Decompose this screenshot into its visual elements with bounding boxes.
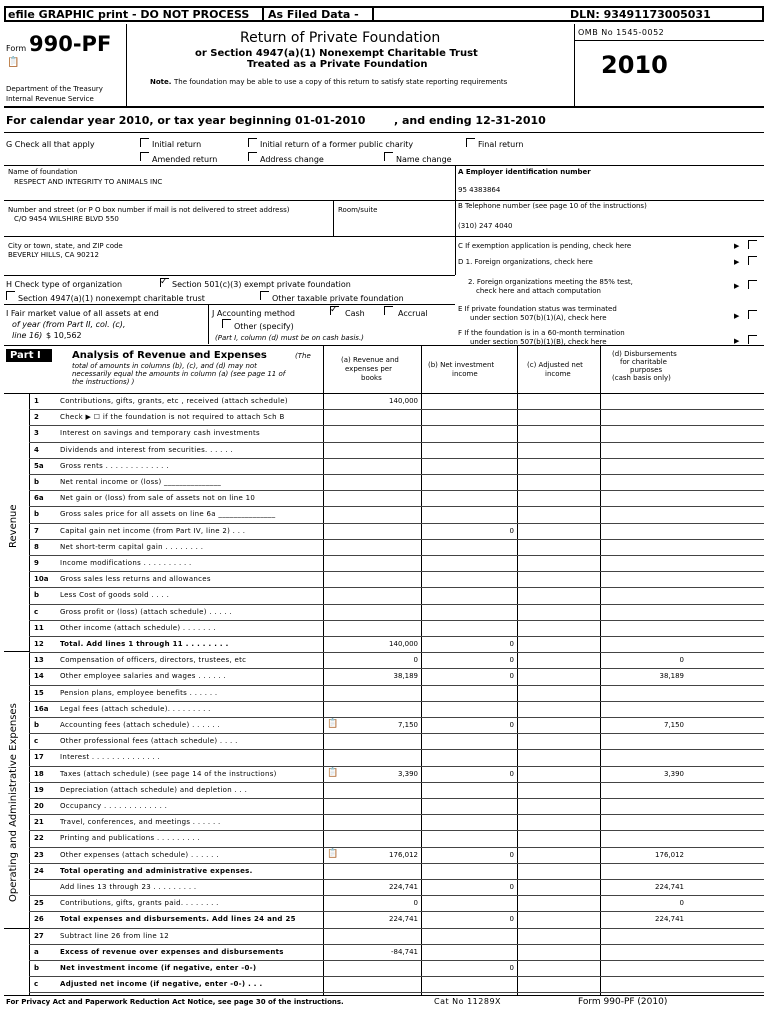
d1-label: D 1. Foreign organizations, check here: [458, 258, 593, 266]
row-rule: [29, 490, 764, 491]
f-arrow: ▶: [734, 337, 740, 345]
f-label-2: under section 507(b)(1)(B), check here: [470, 338, 607, 346]
cell-col-a[interactable]: -84,741: [390, 947, 418, 956]
col-d-header-1: (d) Disbursements: [612, 350, 677, 358]
cell-col-b[interactable]: 0: [509, 672, 514, 681]
i-fmv-value: $ 10,562: [46, 331, 82, 340]
e-arrow: ▶: [734, 312, 740, 320]
cell-col-d[interactable]: 224,741: [655, 915, 684, 924]
row-label: Less Cost of goods sold . . . .: [60, 591, 170, 600]
name-change-label: Name change: [396, 155, 452, 164]
row-number: 18: [34, 769, 44, 778]
tax-year: 2010: [601, 51, 668, 79]
row-rule: [29, 992, 764, 993]
row-label: Check ▶ ☐ if the foundation is not required to attach Sch B: [60, 413, 285, 422]
part1-title: Analysis of Revenue and Expenses: [72, 350, 267, 361]
nonexempt-label: Section 4947(a)(1) nonexempt charitable trust: [18, 294, 205, 303]
cell-col-b[interactable]: 0: [509, 850, 514, 859]
name-change-checkbox[interactable]: [384, 152, 393, 161]
row-number: 11: [34, 623, 44, 632]
form-prefix: Form: [6, 44, 27, 53]
side-label-revenue: Revenue: [8, 504, 19, 548]
amended-return-checkbox[interactable]: [140, 152, 149, 161]
d2-label-2: check here and attach computation: [476, 287, 601, 295]
cell-col-b[interactable]: 0: [509, 640, 514, 648]
c-arrow: ▶: [734, 242, 740, 250]
row-number: 17: [34, 753, 44, 762]
row-number: b: [34, 964, 40, 972]
attachment-icon[interactable]: 📋: [327, 848, 339, 859]
other-specify-checkbox[interactable]: [222, 319, 231, 328]
d2-checkbox[interactable]: [748, 280, 757, 289]
i-label-1: I Fair market value of all assets at end: [6, 309, 159, 318]
row-number: 12: [34, 640, 44, 648]
row-rule: [29, 749, 764, 750]
row-rule: [29, 409, 764, 410]
ein-value: 95 4383864: [458, 186, 501, 194]
cell-col-b[interactable]: 0: [509, 656, 514, 665]
row-number: c: [34, 607, 39, 616]
cash-check-mark: ✓: [330, 305, 338, 315]
row-number: 6a: [34, 494, 44, 503]
banner-middle: As Filed Data -: [268, 8, 359, 21]
row-number: 5a: [34, 461, 44, 470]
row-number: 22: [34, 834, 44, 843]
e-label-1: E If private foundation status was terminated: [458, 305, 617, 313]
part1-desc-1: total of amounts in columns (b), (c), and (d) may not: [72, 362, 257, 370]
row-number: 23: [34, 850, 44, 859]
row-label: Printing and publications . . . . . . . . .: [60, 834, 200, 843]
row-rule: [29, 830, 764, 831]
row-label: Total expenses and disbursements. Add lines 24 and 25: [60, 915, 296, 924]
row-number: 1: [34, 397, 39, 405]
row-rule: [29, 976, 764, 977]
address-change-checkbox[interactable]: [248, 152, 257, 161]
row-label: Subtract line 26 from line 12: [60, 931, 170, 940]
row-label: Adjusted net income (if negative, enter -0-) . . .: [60, 980, 263, 989]
row-number: a: [34, 947, 39, 956]
row-rule: [29, 782, 764, 783]
row-rule: [29, 766, 764, 767]
cell-col-d[interactable]: 7,150: [663, 721, 684, 729]
d1-arrow: ▶: [734, 258, 740, 266]
row-rule: [29, 668, 764, 669]
row-label: Pension plans, employee benefits . . . . . .: [60, 688, 218, 697]
row-number: 3: [34, 429, 39, 438]
row-number: 4: [34, 445, 39, 454]
e-label-2: under section 507(b)(1)(A), check here: [470, 314, 607, 322]
foundation-name: RESPECT AND INTEGRITY TO ANIMALS INC: [14, 178, 163, 186]
calendar-year-ending: , and ending 12-31-2010: [394, 114, 546, 127]
row-label: Net gain or (loss) from sale of assets not on line 10: [60, 494, 256, 503]
row-label: Net investment income (if negative, enter -0-): [60, 964, 257, 972]
row-rule: [29, 685, 764, 686]
row-number: c: [34, 980, 39, 989]
row-label: Accounting fees (attach schedule) . . . . . .: [60, 721, 220, 729]
c3-check-mark: ✓: [160, 277, 168, 287]
cell-col-d[interactable]: 38,189: [659, 672, 684, 681]
row-label: Depreciation (attach schedule) and depletion . . .: [60, 785, 248, 794]
part1-title-note: (The: [295, 352, 311, 360]
row-rule: [29, 863, 764, 864]
row-label: Gross profit or (loss) (attach schedule) . . . . .: [60, 607, 233, 616]
row-number: 14: [34, 672, 44, 681]
row-number: 8: [34, 542, 39, 551]
row-number: 2: [34, 413, 39, 422]
row-rule: [29, 458, 764, 459]
row-rule: [29, 604, 764, 605]
c3-label: Section 501(c)(3) exempt private foundation: [172, 280, 351, 289]
row-number: 27: [34, 931, 44, 940]
other-taxable-checkbox[interactable]: [260, 291, 269, 300]
cash-label: Cash: [345, 309, 365, 318]
row-number: 16a: [34, 704, 49, 713]
accrual-label: Accrual: [398, 309, 428, 318]
initial-former-label: Initial return of a former public charity: [260, 140, 414, 149]
d1-checkbox[interactable]: [748, 256, 757, 265]
row-rule: [29, 425, 764, 426]
form-number: 990-PF: [29, 32, 112, 56]
footer-form: Form 990-PF (2010): [578, 997, 668, 1007]
i-label-2: of year (from Part II, col. (c),: [12, 320, 126, 329]
city-label: City or town, state, and ZIP code: [8, 242, 123, 250]
h-label: H Check type of organization: [6, 280, 123, 289]
row-number: 15: [34, 688, 44, 697]
row-label: Taxes (attach schedule) (see page 14 of the instructions): [60, 769, 277, 778]
col-d-header-2: for charitable: [620, 358, 667, 366]
cell-col-d[interactable]: 3,390: [663, 769, 684, 778]
row-rule: [29, 636, 764, 637]
row-number: 9: [34, 559, 39, 567]
row-label: Dividends and interest from securities. . . . . .: [60, 445, 233, 454]
form-subtitle-2: Treated as a Private Foundation: [247, 59, 428, 70]
row-label: Income modifications . . . . . . . . . .: [60, 559, 192, 567]
cell-col-a[interactable]: 140,000: [389, 640, 418, 648]
row-label: Interest on savings and temporary cash investments: [60, 429, 260, 438]
row-label: Contributions, gifts, grants, etc , received (attach schedule): [60, 397, 288, 405]
row-rule: [29, 474, 764, 475]
row-label: Total operating and administrative expenses.: [60, 866, 253, 875]
cell-col-b[interactable]: 0: [509, 721, 514, 729]
footer-cat: Cat No 11289X: [434, 997, 502, 1006]
row-number: 13: [34, 656, 44, 665]
row-rule: [29, 928, 764, 929]
nonexempt-checkbox[interactable]: [6, 291, 15, 300]
attachment-icon[interactable]: 📋: [327, 719, 339, 729]
city-value: BEVERLY HILLS, CA 90212: [8, 251, 99, 259]
col-b-header-1: (b) Net investment: [428, 361, 495, 369]
dept-irs: Internal Revenue Service: [6, 95, 94, 103]
d2-arrow: ▶: [734, 282, 740, 290]
ein-label: A Employer identification number: [458, 168, 591, 176]
street-value: C/O 9454 WILSHIRE BLVD 550: [14, 215, 119, 223]
row-label: Occupancy . . . . . . . . . . . . .: [60, 802, 168, 810]
j-label: J Accounting method: [212, 309, 296, 318]
row-label: Net rental income or (loss) _______________: [60, 478, 222, 486]
row-rule: [29, 652, 764, 653]
row-label: Capital gain net income (from Part IV, line 2) . . .: [60, 526, 246, 535]
attachment-icon[interactable]: 📋: [327, 767, 339, 778]
initial-return-label: Initial return: [152, 140, 202, 149]
part1-label: Part I: [10, 350, 41, 361]
accrual-checkbox[interactable]: [384, 306, 393, 315]
cell-col-d[interactable]: 176,012: [655, 850, 684, 859]
row-label: Gross sales price for all assets on line 6a _______________: [60, 510, 276, 519]
dept-treasury: Department of the Treasury: [6, 85, 103, 93]
phone-label: B Telephone number (see page 10 of the instructions): [458, 202, 647, 210]
row-number: b: [34, 510, 40, 519]
other-taxable-label: Other taxable private foundation: [272, 294, 404, 303]
row-label: Interest . . . . . . . . . . . . . .: [60, 753, 161, 762]
initial-former-checkbox[interactable]: [248, 138, 257, 147]
cell-col-a[interactable]: 3,390: [397, 769, 418, 778]
row-rule: [29, 571, 764, 572]
g-check-label: G Check all that apply: [6, 140, 95, 149]
col-b-header-2: income: [452, 370, 478, 378]
row-label: Gross sales less returns and allowances: [60, 575, 211, 584]
row-label: Gross rents . . . . . . . . . . . . .: [60, 461, 169, 470]
row-rule: [29, 701, 764, 702]
row-label: Excess of revenue over expenses and disbursements: [60, 947, 284, 956]
row-rule: [29, 733, 764, 734]
row-label: Other employee salaries and wages . . . . . .: [60, 672, 227, 681]
cell-col-d[interactable]: 0: [679, 899, 684, 908]
row-rule: [29, 539, 764, 540]
d2-label-1: 2. Foreign organizations meeting the 85% test,: [468, 278, 633, 286]
cell-col-a[interactable]: 224,741: [389, 915, 418, 924]
cell-col-b[interactable]: 0: [509, 964, 514, 972]
street-label: Number and street (or P O box number if mail is not delivered to street address): [8, 206, 290, 214]
row-number: 7: [34, 526, 39, 535]
j-note: (Part I, column (d) must be on cash basis.): [215, 334, 364, 342]
room-label: Room/suite: [338, 206, 378, 214]
note-text: The foundation may be able to use a copy of this return to satisfy state reporting requirements: [174, 78, 508, 86]
row-number: 20: [34, 802, 44, 810]
row-label: Total. Add lines 1 through 11 . . . . . . . .: [60, 640, 229, 648]
note-bold: Note.: [150, 78, 172, 86]
col-a-header-1: (a) Revenue and: [341, 356, 399, 364]
row-number: 10a: [34, 575, 49, 584]
final-return-checkbox[interactable]: [466, 138, 475, 147]
col-c-header-1: (c) Adjusted net: [527, 361, 583, 369]
f-checkbox[interactable]: [748, 335, 757, 344]
schedule-icon: 📋: [7, 57, 20, 68]
row-label: Other professional fees (attach schedule) . . . .: [60, 737, 238, 746]
row-rule: [29, 506, 764, 507]
col-d-header-4: (cash basis only): [612, 374, 671, 382]
row-rule: [29, 895, 764, 896]
cell-col-b[interactable]: 0: [509, 769, 514, 778]
row-label: Other income (attach schedule) . . . . . . .: [60, 623, 216, 632]
row-label: Other expenses (attach schedule) . . . . . .: [60, 850, 219, 859]
row-label: Travel, conferences, and meetings . . . . . .: [60, 818, 221, 827]
e-checkbox[interactable]: [748, 310, 757, 319]
form-title: Return of Private Foundation: [240, 30, 441, 46]
cell-col-b[interactable]: 0: [509, 526, 514, 535]
cell-col-d[interactable]: 0: [679, 656, 684, 665]
row-rule: [29, 555, 764, 556]
row-rule: [29, 587, 764, 588]
f-label-1: F If the foundation is in a 60-month termination: [458, 329, 625, 337]
cell-col-a[interactable]: 176,012: [389, 850, 418, 859]
row-rule: [29, 847, 764, 848]
row-number: 25: [34, 899, 44, 908]
initial-return-checkbox[interactable]: [140, 138, 149, 147]
c-label: C If exemption application is pending, check here: [458, 242, 632, 250]
final-return-label: Final return: [478, 140, 524, 149]
row-number: 24: [34, 866, 44, 875]
amended-return-label: Amended return: [152, 155, 218, 164]
row-label: Compensation of officers, directors, trustees, etc: [60, 656, 247, 665]
cell-col-a[interactable]: 0: [413, 899, 418, 908]
row-rule: [29, 620, 764, 621]
row-label: Contributions, gifts, grants paid. . . . . . . .: [60, 899, 219, 908]
dln-number: DLN: 93491173005031: [570, 8, 711, 21]
name-label: Name of foundation: [8, 168, 78, 176]
cell-col-a[interactable]: 140,000: [389, 397, 418, 405]
address-change-label: Address change: [260, 155, 324, 164]
col-d-header-3: purposes: [630, 366, 663, 374]
row-number: 26: [34, 915, 44, 924]
row-rule: [29, 798, 764, 799]
col-a-header-2: expenses per: [345, 365, 392, 373]
row-rule: [29, 717, 764, 718]
cell-col-a[interactable]: 7,150: [397, 721, 418, 729]
row-number: c: [34, 737, 39, 746]
col-c-header-2: income: [545, 370, 571, 378]
row-rule: [29, 814, 764, 815]
side-label-expenses: Operating and Administrative Expenses: [8, 703, 19, 902]
other-specify-label: Other (specify): [234, 322, 294, 331]
cell-col-a[interactable]: 0: [413, 656, 418, 665]
c-checkbox[interactable]: [748, 240, 757, 249]
row-label: Add lines 13 through 23 . . . . . . . . .: [60, 883, 197, 891]
cell-col-a[interactable]: 38,189: [393, 672, 418, 681]
cell-col-d[interactable]: 224,741: [655, 883, 684, 891]
row-rule: [29, 960, 764, 961]
row-number: b: [34, 478, 40, 486]
col-a-header-3: books: [361, 374, 382, 382]
part1-desc-3: the instructions) ): [72, 378, 135, 386]
phone-value: (310) 247 4040: [458, 222, 513, 230]
row-number: b: [34, 721, 40, 729]
row-rule: [29, 879, 764, 880]
footer-privacy: For Privacy Act and Paperwork Reduction Act Notice, see page 30 of the instructions.: [6, 998, 344, 1006]
cell-col-a[interactable]: 224,741: [389, 883, 418, 891]
part1-desc-2: necessarily equal the amounts in column (a) (see page 11 of: [72, 370, 286, 378]
row-rule: [29, 911, 764, 912]
row-rule: [29, 442, 764, 443]
form-subtitle-1: or Section 4947(a)(1) Nonexempt Charitable Trust: [195, 48, 478, 59]
row-rule: [29, 523, 764, 524]
row-number: 19: [34, 785, 44, 794]
row-label: Net short-term capital gain . . . . . . . .: [60, 542, 204, 551]
row-rule: [29, 944, 764, 945]
banner-left: efile GRAPHIC print - DO NOT PROCESS: [8, 8, 250, 21]
cell-col-b[interactable]: 0: [509, 915, 514, 924]
row-number: b: [34, 591, 40, 600]
row-label: Legal fees (attach schedule). . . . . . . . .: [60, 704, 211, 713]
omb-number: OMB No 1545-0052: [578, 28, 665, 37]
i-label-3: line 16): [12, 331, 43, 340]
cell-col-b[interactable]: 0: [509, 883, 514, 891]
row-number: 21: [34, 818, 44, 827]
calendar-year-line: For calendar year 2010, or tax year beginning 01-01-2010: [6, 114, 366, 127]
